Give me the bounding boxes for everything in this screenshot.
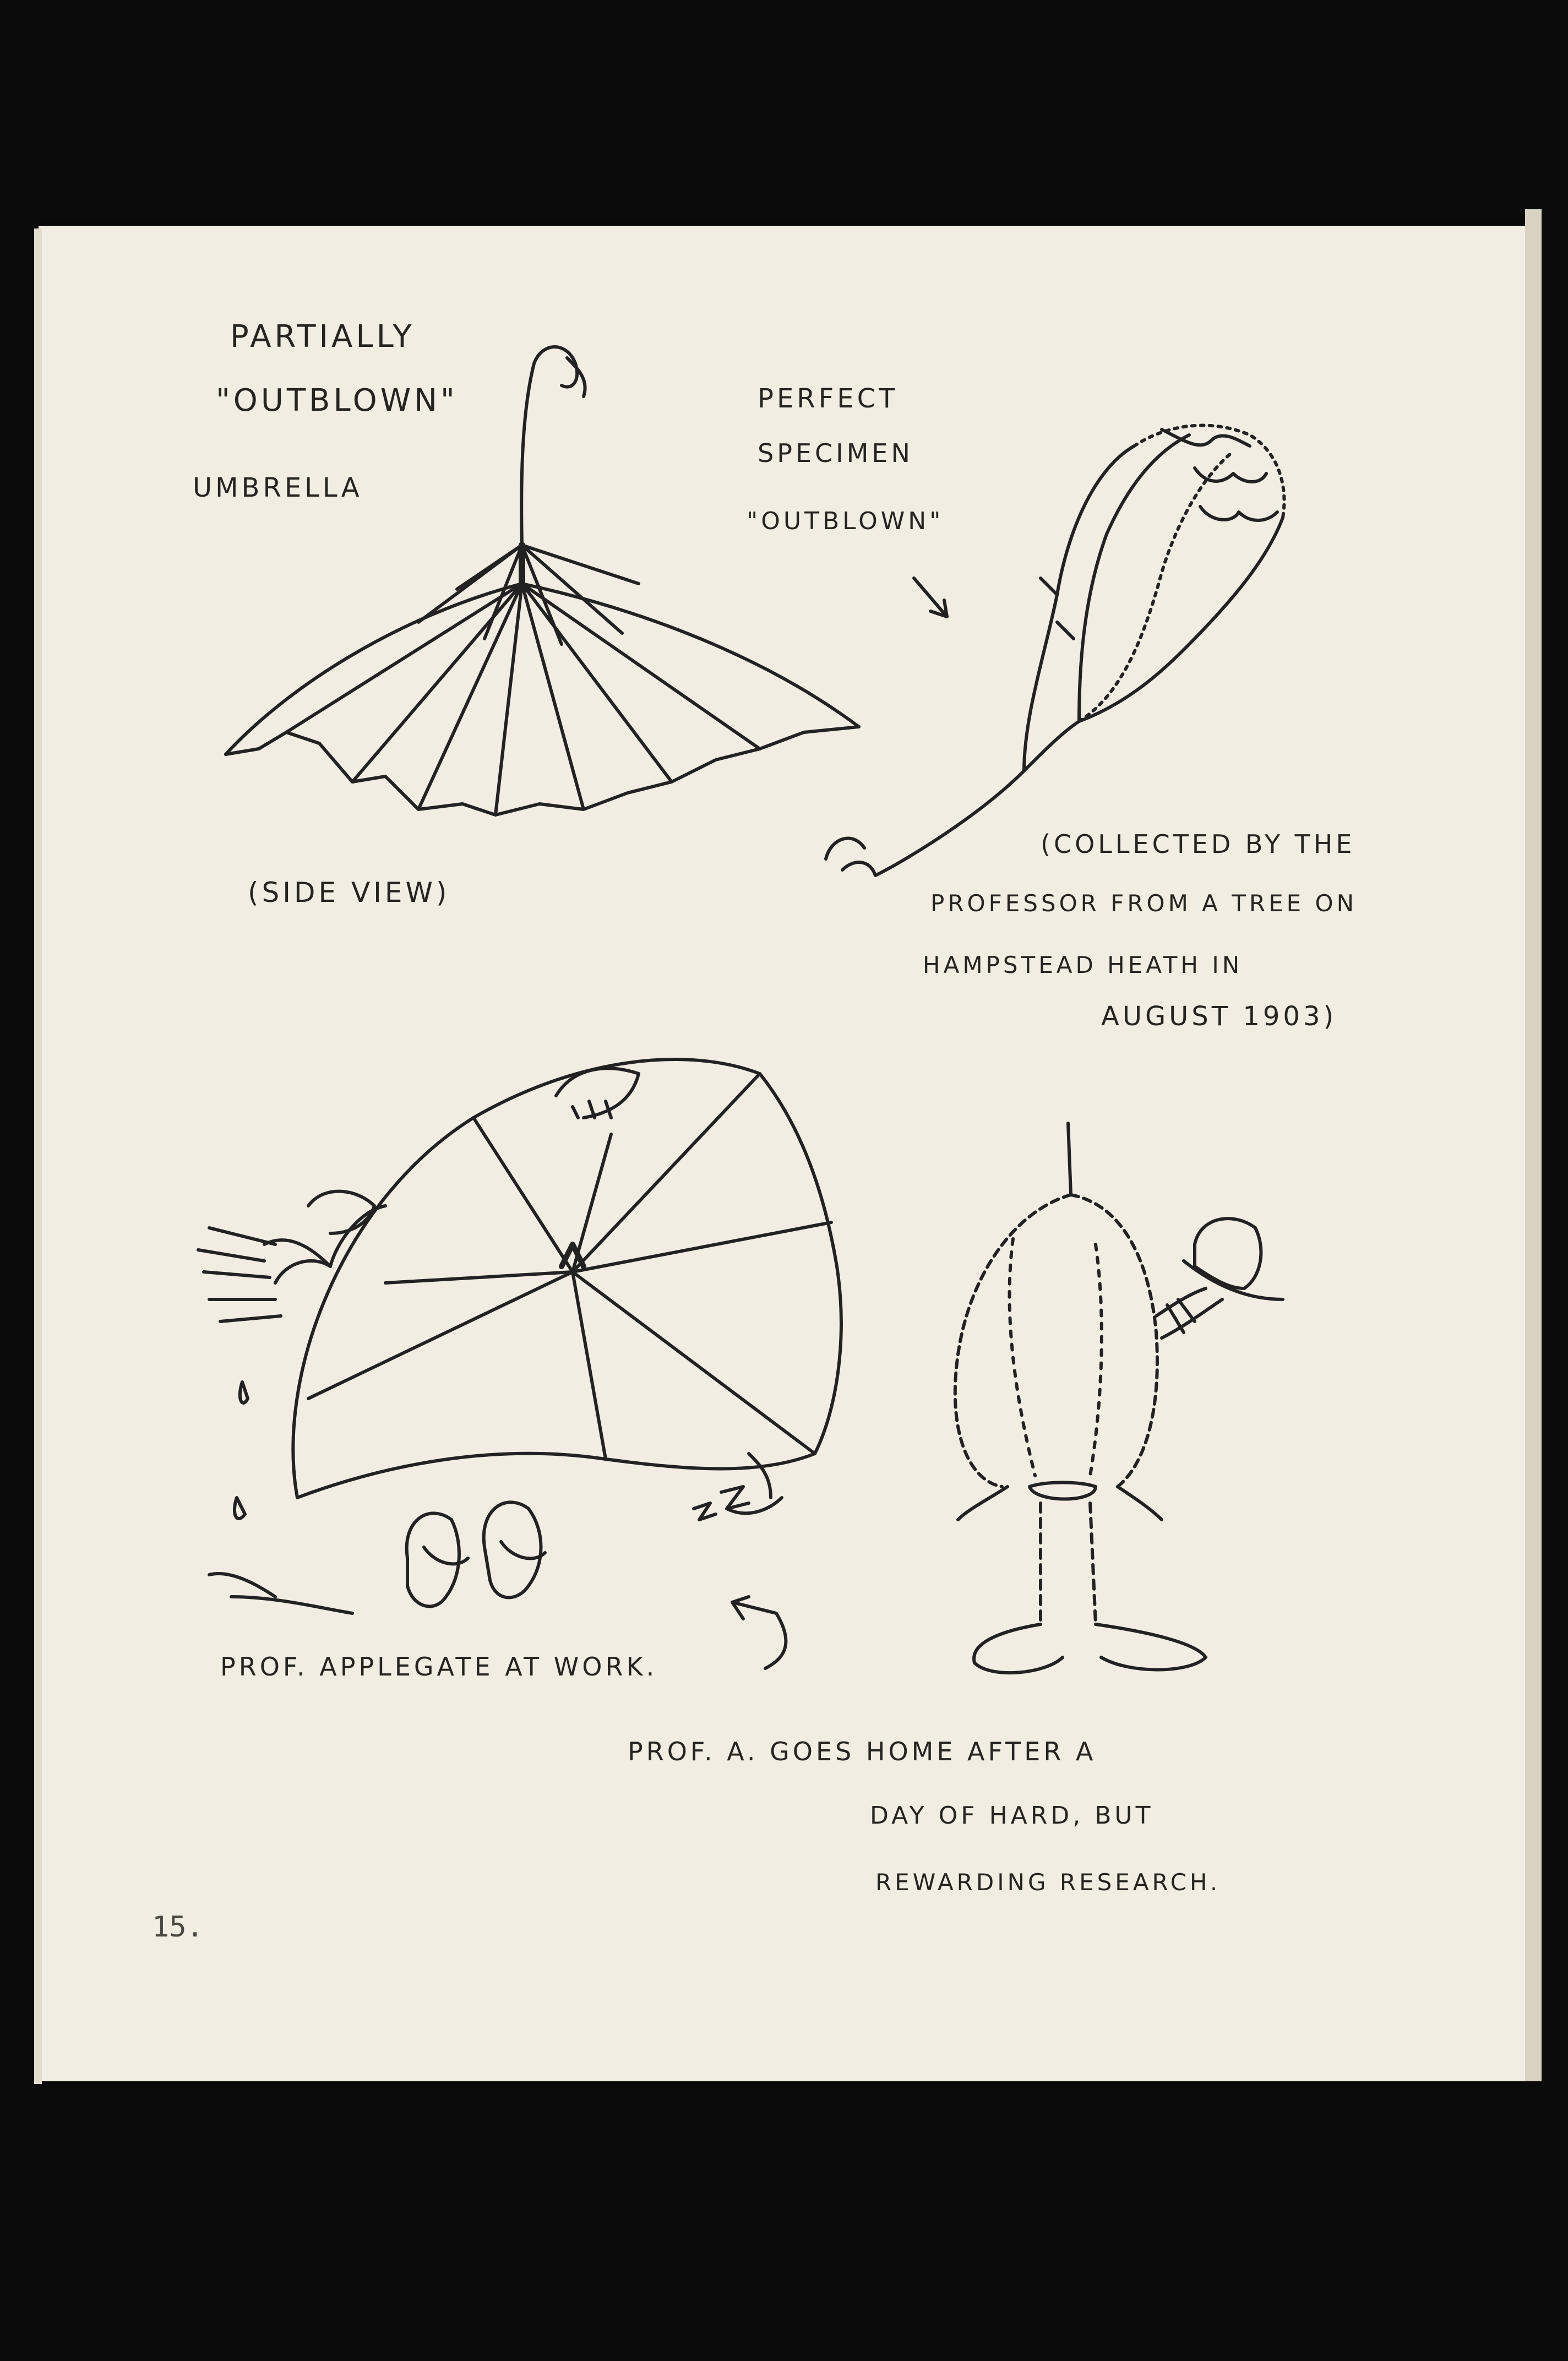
arrow-to-specimen-icon — [914, 578, 947, 617]
caption-specimen: SPECIMEN — [758, 438, 913, 468]
prof-a-goes-home-drawing — [955, 1123, 1283, 1673]
caption-outblown-2: "OUTBLOWN" — [747, 507, 944, 535]
caption-collected-line2: PROFESSOR FROM A TREE ON — [930, 890, 1357, 917]
caption-collected-line1: (COLLECTED BY THE — [1041, 829, 1355, 859]
caption-partially: PARTIALLY — [230, 319, 415, 355]
caption-collected-line3: HAMPSTEAD HEATH IN — [923, 951, 1243, 978]
caption-collected-line4: AUGUST 1903) — [1101, 1001, 1337, 1032]
curved-arrow-icon — [732, 1597, 786, 1668]
caption-goes-home-line2: DAY OF HARD, BUT — [870, 1802, 1154, 1830]
caption-goes-home-line1: PROF. A. GOES HOME AFTER A — [628, 1737, 1097, 1766]
caption-umbrella: UMBRELLA — [193, 472, 363, 503]
prof-applegate-at-work-drawing — [198, 1059, 841, 1613]
page-number: 15. — [152, 1911, 204, 1944]
caption-perfect: PERFECT — [758, 383, 899, 414]
perfect-specimen-umbrella-drawing — [826, 426, 1284, 875]
caption-side-view: (SIDE VIEW) — [248, 877, 450, 909]
caption-goes-home-line3: REWARDING RESEARCH. — [875, 1869, 1221, 1896]
caption-prof-applegate-at-work: PROF. APPLEGATE AT WORK. — [220, 1652, 658, 1682]
caption-outblown: "OUTBLOWN" — [216, 383, 458, 418]
